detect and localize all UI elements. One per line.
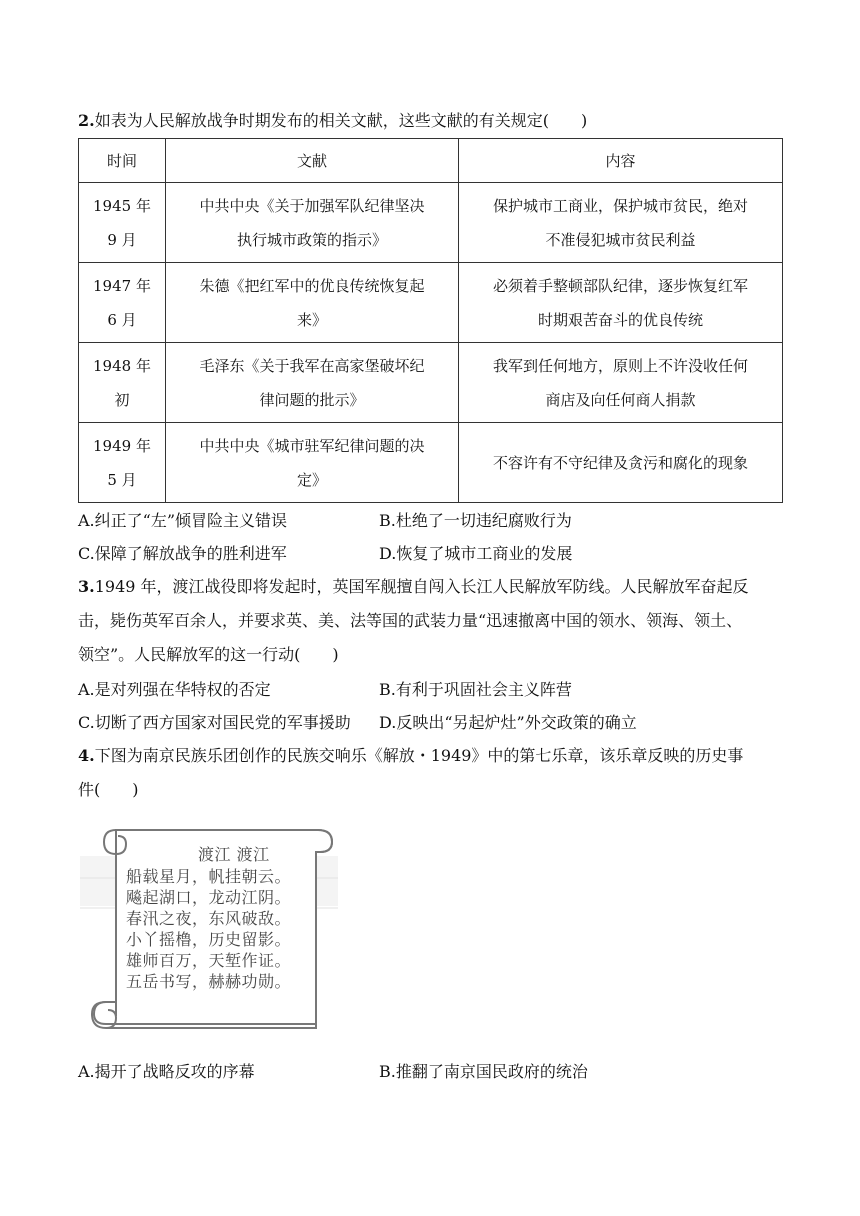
cell-document bbox=[166, 343, 459, 423]
time-line: 1948 年 bbox=[93, 356, 151, 375]
q3-option-d[interactable]: D.反映出“另起炉灶”外交政策的确立 bbox=[379, 713, 637, 732]
time-line: 1947 年 bbox=[93, 276, 151, 295]
poem-title: 渡江 渡江 bbox=[198, 845, 270, 864]
q3-option-b[interactable]: B.有利于巩固社会主义阵营 bbox=[379, 680, 572, 699]
cell-time bbox=[79, 423, 166, 503]
content-line: 不准侵犯城市贫民利益 bbox=[545, 230, 696, 249]
q2-option-b[interactable]: B.杜绝了一切违纪腐败行为 bbox=[379, 511, 572, 530]
q2-option-c[interactable]: C.保障了解放战争的胜利进军 bbox=[78, 544, 287, 563]
scroll-image bbox=[80, 816, 338, 1046]
q4-stem-text: 下图为南京民族乐团创作的民族交响乐《解放・1949》中的第七乐章，该乐章反映的历史事 bbox=[94, 746, 744, 765]
cell-document bbox=[166, 263, 459, 343]
q2-option-a[interactable]: A.纠正了“左”倾冒险主义错误 bbox=[78, 511, 288, 530]
doc-line: 朱德《把红军中的优良传统恢复起 bbox=[199, 276, 425, 295]
content-line: 时期艰苦奋斗的优良传统 bbox=[537, 310, 703, 329]
cell-time bbox=[79, 263, 166, 343]
q3-stem-line-3: 领空”。人民解放军的这一行动( ) bbox=[78, 645, 339, 664]
table-row bbox=[79, 263, 783, 343]
q4-option-b[interactable]: B.推翻了南京国民政府的统治 bbox=[379, 1062, 588, 1081]
table-row bbox=[79, 343, 783, 423]
q4-option-a[interactable]: A.揭开了战略反攻的序幕 bbox=[78, 1062, 255, 1081]
time-line: 1945 年 bbox=[93, 196, 151, 215]
poem-line: 船载星月，帆挂朝云。 bbox=[126, 867, 292, 886]
header-document: 文献 bbox=[166, 139, 459, 183]
poem-line: 小丫摇橹，历史留影。 bbox=[126, 930, 292, 949]
doc-line: 毛泽东《关于我军在高家堡破坏纪 bbox=[199, 356, 425, 375]
q2-option-d[interactable]: D.恢复了城市工商业的发展 bbox=[379, 544, 573, 563]
q2-stem bbox=[78, 111, 587, 131]
poem-line: 五岳书写，赫赫功勋。 bbox=[126, 972, 292, 991]
doc-line: 定》 bbox=[296, 470, 327, 489]
q4-number: 4. bbox=[78, 746, 95, 765]
q4-stem-line-2: 件( ) bbox=[78, 780, 139, 799]
q2-number: 2. bbox=[78, 111, 95, 130]
content-line: 必须着手整顿部队纪律，逐步恢复红军 bbox=[492, 276, 748, 295]
doc-line: 中共中央《城市驻军纪律问题的决 bbox=[199, 436, 425, 455]
q3-stem-line-2: 击，毙伤英军百余人，并要求英、美、法等国的武装力量“迅速撤离中国的领水、领海、领土、 bbox=[78, 611, 743, 630]
time-line: 6 月 bbox=[107, 310, 137, 329]
q3-stem-line-1 bbox=[78, 577, 749, 597]
poem-line: 春汛之夜，东风破敌。 bbox=[126, 909, 292, 928]
doc-line: 执行城市政策的指示》 bbox=[236, 230, 387, 249]
q3-stem-text: 1949 年，渡江战役即将发起时，英国军舰擅自闯入长江人民解放军防线。人民解放军奋起反 bbox=[94, 577, 749, 596]
q3-option-a[interactable]: A.是对列强在华特权的否定 bbox=[78, 680, 271, 699]
cell-content bbox=[459, 183, 783, 263]
cell-time bbox=[79, 343, 166, 423]
cell-document bbox=[166, 423, 459, 503]
q4-stem-line-1 bbox=[78, 746, 743, 766]
poem-line: 飚起湖口，龙动江阴。 bbox=[126, 888, 292, 907]
table-row bbox=[79, 183, 783, 263]
content-line: 我军到任何地方，原则上不许没收任何 bbox=[492, 356, 748, 375]
table-row bbox=[79, 423, 783, 503]
cell-content bbox=[459, 263, 783, 343]
header-time: 时间 bbox=[79, 139, 166, 183]
time-line: 5 月 bbox=[107, 470, 137, 489]
q2-stem-text: 如表为人民解放战争时期发布的相关文献，这些文献的有关规定( ) bbox=[94, 111, 588, 130]
time-line: 1949 年 bbox=[93, 436, 151, 455]
content-line: 商店及向任何商人捐款 bbox=[545, 390, 696, 409]
poem-line: 雄师百万，天堑作证。 bbox=[126, 951, 292, 970]
time-line: 初 bbox=[114, 390, 130, 409]
cell-document bbox=[166, 183, 459, 263]
doc-line: 中共中央《关于加强军队纪律坚决 bbox=[199, 196, 425, 215]
documents-table bbox=[78, 138, 783, 503]
q3-option-c[interactable]: C.切断了西方国家对国民党的军事援助 bbox=[78, 713, 351, 732]
q3-number: 3. bbox=[78, 577, 95, 596]
cell-content bbox=[459, 423, 783, 503]
doc-line: 律问题的批示》 bbox=[259, 390, 365, 409]
cell-time bbox=[79, 183, 166, 263]
cell-content bbox=[459, 343, 783, 423]
doc-line: 来》 bbox=[296, 310, 327, 329]
time-line: 9 月 bbox=[107, 230, 137, 249]
content-line: 不容许有不守纪律及贪污和腐化的现象 bbox=[492, 453, 748, 472]
header-content: 内容 bbox=[459, 139, 783, 183]
content-line: 保护城市工商业，保护城市贫民，绝对 bbox=[492, 196, 748, 215]
table-header-row bbox=[79, 139, 783, 183]
